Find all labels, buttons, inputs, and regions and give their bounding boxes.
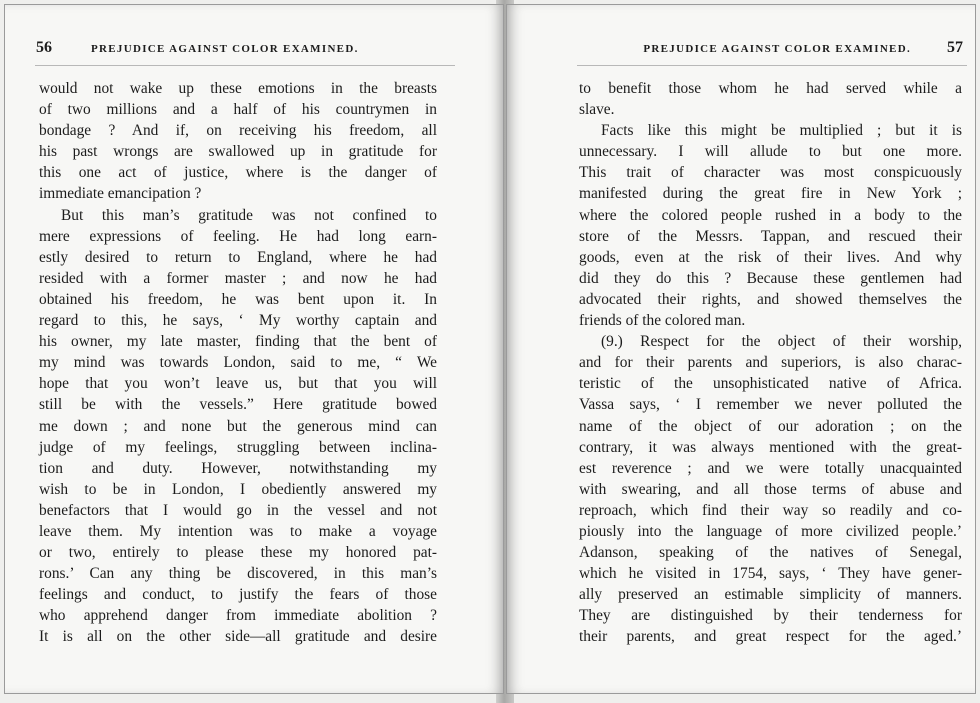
left-page bbox=[4, 4, 504, 694]
text-line: obtained his freedom, he was bent upon it. In bbox=[39, 290, 437, 308]
text-line: friends of the colored man. bbox=[579, 312, 746, 330]
text-line: still be with the vessels.” Here gratitude bowed bbox=[39, 396, 437, 414]
text-line: piously into the language of more civilized people.’ bbox=[579, 522, 962, 540]
text-line: Adanson, speaking of the natives of Senegal, bbox=[579, 544, 962, 562]
text-line: rons.’ Can any thing be discovered, in this man’s bbox=[39, 565, 437, 583]
text-line: manifested during the great fire in New York ; bbox=[579, 185, 962, 203]
text-line: mere expressions of feeling. He had long earn- bbox=[39, 227, 437, 245]
text-line: his past wrongs are swallowed up in gratitude for bbox=[39, 143, 437, 161]
text-line: leave them. My intention was to make a voyage bbox=[39, 522, 437, 540]
text-line: Facts like this might be multiplied ; but it is bbox=[601, 122, 962, 140]
text-line: name of the object of our adoration ; on the bbox=[579, 417, 962, 435]
page-number: 57 bbox=[947, 39, 963, 56]
text-line: feelings and conduct, to justify the fears of those bbox=[39, 586, 437, 604]
text-line: (9.) Respect for the object of their worship, bbox=[601, 333, 962, 351]
text-line: their parents, and great respect for the aged.’ bbox=[579, 628, 962, 646]
page-body bbox=[39, 78, 437, 648]
text-line: ally preserved an estimable simplicity of manners. bbox=[579, 586, 962, 604]
text-line: immediate emancipation ? bbox=[39, 185, 202, 203]
text-line: judge of my feelings, struggling between inclina- bbox=[39, 438, 437, 456]
text-line: est reverence ; and we were totally unacquainted bbox=[579, 459, 962, 477]
text-line: But this man’s gratitude was not confined to bbox=[61, 206, 437, 224]
text-line: advocated their rights, and showed themselves the bbox=[579, 290, 962, 308]
text-line: to benefit those whom he had served while a bbox=[579, 80, 962, 97]
running-head: PREJUDICE AGAINST COLOR EXAMINED. bbox=[643, 43, 911, 55]
text-line: and for their parents and superiors, is also charac- bbox=[579, 354, 962, 372]
text-line: me down ; and none but the generous mind can bbox=[39, 417, 437, 435]
text-line: who apprehend danger from immediate abolition ? bbox=[39, 607, 437, 625]
text-line: bondage ? And if, on receiving his freedom, all bbox=[39, 122, 437, 140]
text-line: benefactors that I would go in the vessel and not bbox=[39, 501, 437, 519]
page-number: 56 bbox=[36, 39, 52, 56]
text-line: resided with a former master ; and now he had bbox=[39, 269, 437, 287]
text-line: wish to be in London, I obediently answered my bbox=[39, 480, 437, 498]
text-line: reproach, which find their way so readily and co- bbox=[579, 501, 962, 519]
header-rule bbox=[35, 65, 455, 66]
page-body bbox=[579, 78, 962, 648]
text-line: of two millions and a half of his countrymen in bbox=[39, 101, 437, 119]
text-line: estly desired to return to England, where he had bbox=[39, 248, 437, 266]
text-line: unnecessary. I will allude to but one more. bbox=[579, 143, 962, 161]
header-rule bbox=[577, 65, 967, 66]
text-line: goods, even at the risk of their lives. And why bbox=[579, 248, 962, 266]
text-line: contrary, it was always mentioned with the great- bbox=[579, 438, 962, 456]
text-line: my mind was towards London, said to me, “ We bbox=[39, 354, 437, 372]
text-line: It is all on the other side—all gratitude and desire bbox=[39, 628, 437, 646]
text-line: hope that you won’t leave us, but that you will bbox=[39, 375, 437, 393]
running-head: PREJUDICE AGAINST COLOR EXAMINED. bbox=[91, 43, 359, 55]
text-line: where the colored people rushed in a body to the bbox=[579, 206, 962, 224]
text-line: which he visited in 1754, says, ‘ They have gener- bbox=[579, 565, 962, 583]
text-line: Vassa says, ‘ I remember we never polluted the bbox=[579, 396, 962, 414]
right-page bbox=[506, 4, 976, 694]
text-line: would not wake up these emotions in the breasts bbox=[39, 80, 437, 97]
text-line: or two, entirely to please these my honored pat- bbox=[39, 544, 437, 562]
text-line: tion and duty. However, notwithstanding my bbox=[39, 459, 437, 477]
text-line: this one act of justice, where is the danger of bbox=[39, 164, 437, 182]
text-line: teristic of the unsophisticated native of Africa. bbox=[579, 375, 962, 393]
text-line: slave. bbox=[579, 101, 615, 119]
text-line: did they do this ? Because these gentlemen had bbox=[579, 269, 962, 287]
text-line: This trait of character was most conspicuously bbox=[579, 164, 962, 182]
text-line: store of the Messrs. Tappan, and rescued their bbox=[579, 227, 962, 245]
text-line: regard to this, he says, ‘ My worthy captain and bbox=[39, 312, 437, 330]
text-line: his owner, my late master, finding that the bent of bbox=[39, 333, 437, 351]
text-line: They are distinguished by their tenderness for bbox=[579, 607, 962, 625]
text-line: with swearing, and all those terms of abuse and bbox=[579, 480, 962, 498]
